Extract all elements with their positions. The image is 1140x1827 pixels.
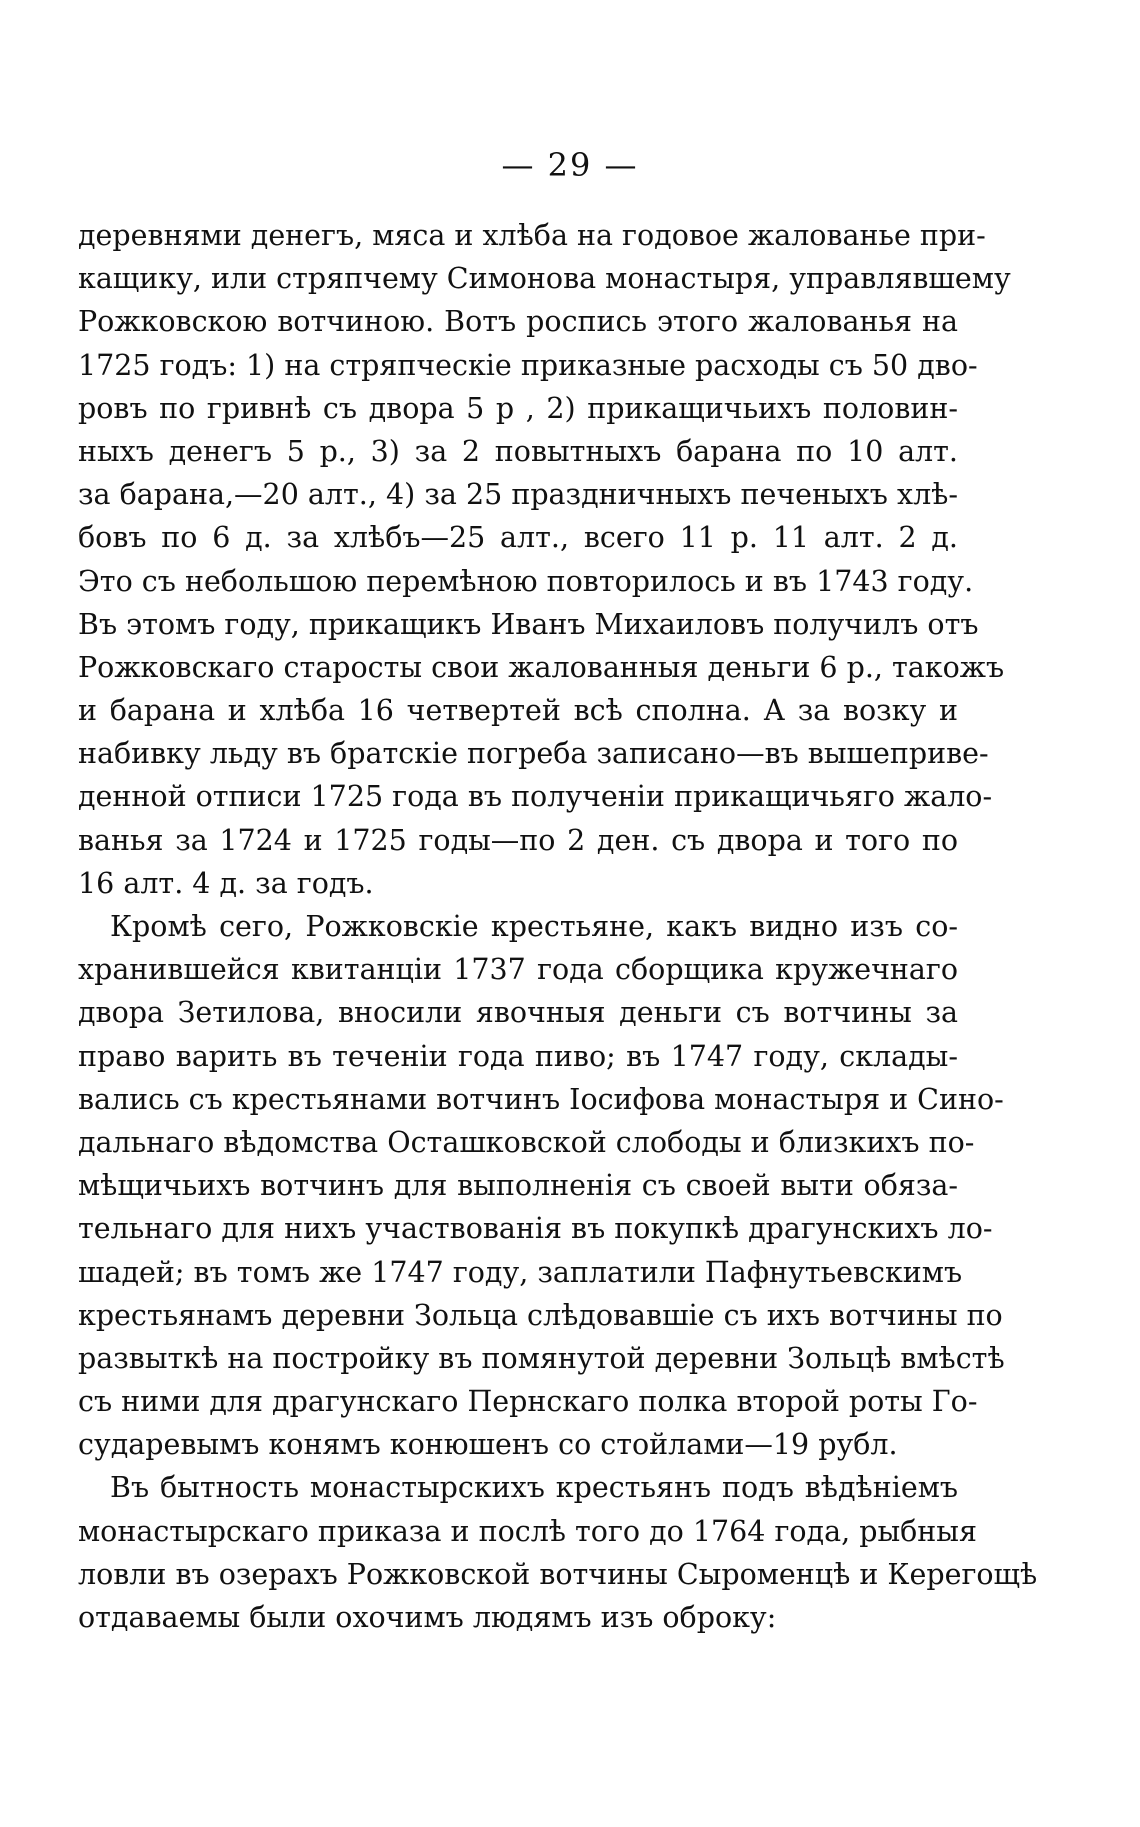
- text-line: деревнями денегъ, мяса и хлѣба на годовое жалованье при-: [78, 219, 986, 252]
- paragraph-2: [78, 905, 1005, 1466]
- text-line: Это съ небольшою перемѣною повторилось и въ 1743 году.: [78, 564, 974, 598]
- text-line: развыткѣ на постройку въ помянутой деревни Зольцѣ вмѣстѣ: [78, 1341, 1005, 1375]
- paragraph-1: [78, 214, 1011, 905]
- text-line: кащику, или стряпчему Симонова монастыря, управлявшему: [78, 262, 1011, 296]
- text-line: сударевымъ конямъ конюшенъ со стойлами—19 рубл.: [78, 1428, 898, 1462]
- text-line: двора Зетилова, вносили явочныя деньги съ вотчины за: [78, 996, 958, 1030]
- text-line: шадей; въ томъ же 1747 году, заплатили Пафнутьевскимъ: [78, 1255, 963, 1289]
- text-line: Рожковскаго старосты свои жалованныя деньги 6 р., такожъ: [78, 650, 1005, 684]
- page-number: — 29 —: [501, 146, 639, 184]
- text-line: Въ бытность монастырскихъ крестьянъ подъ вѣдѣніемъ: [110, 1471, 958, 1505]
- text-line: ровъ по гривнѣ съ двора 5 р , 2) прикащичьихъ половин-: [78, 391, 958, 425]
- text-line: 16 алт. 4 д. за годъ.: [78, 866, 374, 900]
- text-line: мѣщичьихъ вотчинъ для выполненія съ своей выти обяза-: [78, 1169, 958, 1203]
- text-line: денной отписи 1725 года въ полученіи прикащичьяго жало-: [78, 780, 993, 814]
- text-line: ныхъ денегъ 5 р., 3) за 2 повытныхъ барана по 10 алт.: [78, 434, 958, 468]
- text-line: ванья за 1724 и 1725 годы—по 2 ден. съ двора и того по: [78, 823, 958, 857]
- text-line: Въ этомъ году, прикащикъ Иванъ Михаиловъ получилъ отъ: [78, 607, 979, 641]
- text-line: за барана,—20 алт., 4) за 25 праздничныхъ печеныхъ хлѣ-: [78, 478, 958, 512]
- text-line: 1725 годъ: 1) на стряпческіе приказные расходы съ 50 дво-: [78, 348, 978, 382]
- text-line: Кромѣ сего, Рожковскіе крестьяне, какъ видно изъ со-: [110, 910, 958, 943]
- text-line: бовъ по 6 д. за хлѣбъ—25 алт., всего 11 р. 11 алт. 2 д.: [78, 521, 958, 555]
- text-line: монастырскаго приказа и послѣ того до 1764 года, рыбныя: [78, 1514, 977, 1548]
- text-line: Рожковскою вотчиною. Вотъ роспись этого жалованья на: [78, 305, 958, 339]
- text-line: и барана и хлѣба 16 четвертей всѣ сполна. А за возку и: [78, 694, 958, 728]
- text-line: ловли въ озерахъ Рожковской вотчины Сыроменцѣ и Керегощѣ: [78, 1557, 1038, 1591]
- text-line: крестьянамъ деревни Зольца слѣдовавшіе съ ихъ вотчины по: [78, 1298, 1003, 1332]
- text-line: хранившейся квитанціи 1737 года сборщика кружечнаго: [78, 953, 958, 987]
- text-line: вались съ крестьянами вотчинъ Іосифова монастыря и Сино-: [78, 1082, 1004, 1116]
- text-line: дальнаго вѣдомства Осташковской слободы и близкихъ по-: [78, 1125, 975, 1159]
- text-line: набивку льду въ братскіе погреба записано—въ вышеприве-: [78, 737, 989, 771]
- text-line: съ ними для драгунскаго Пернскаго полка второй роты Го-: [78, 1385, 978, 1419]
- text-line: отдаваемы были охочимъ людямъ изъ оброку:: [78, 1601, 777, 1634]
- text-line: право варить въ теченіи года пиво; въ 1747 году, склады-: [78, 1039, 958, 1073]
- page-body: [78, 214, 1038, 1639]
- paragraph-3: [78, 1466, 1038, 1639]
- text-line: тельнаго для нихъ участвованія въ покупкѣ драгунскихъ ло-: [78, 1212, 993, 1246]
